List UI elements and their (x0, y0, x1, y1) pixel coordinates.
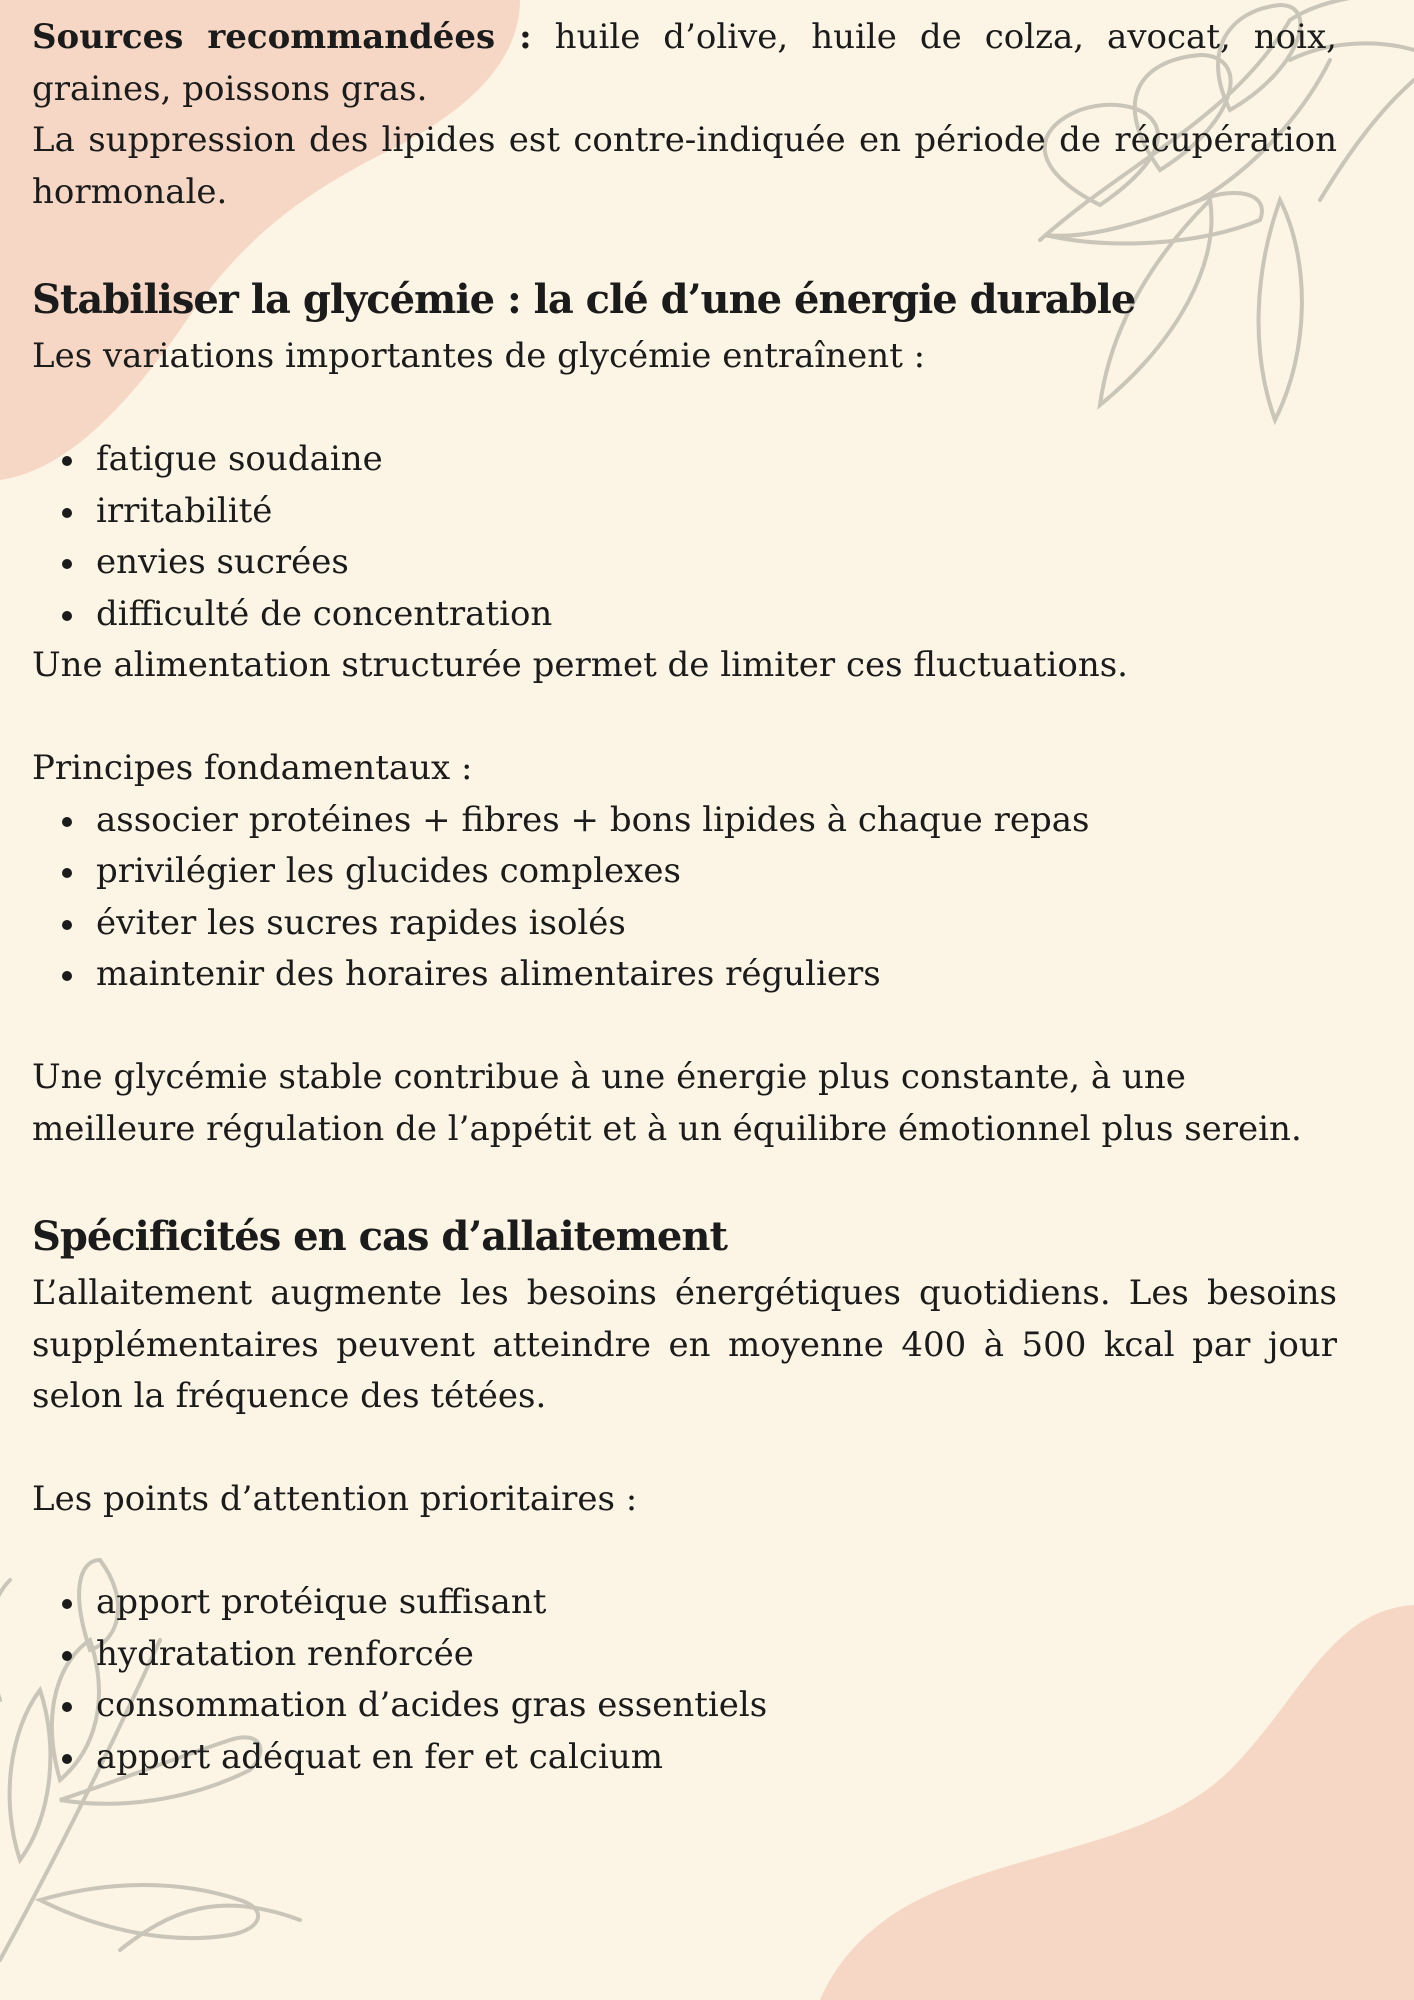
glycemie-structure-note: Une alimentation structurée permet de limiter ces fluctuations. (32, 645, 1128, 685)
document-body (32, 12, 1337, 1783)
list-item: privilégier les glucides complexes (96, 846, 1337, 898)
allaitement-heading: Spécificités en cas d’allaitement (32, 1213, 727, 1260)
glycemie-intro: Les variations importantes de glycémie entraînent : (32, 336, 926, 376)
list-item: envies sucrées (96, 537, 1337, 589)
lipids-sources-label: Sources recommandées : (32, 17, 532, 57)
list-item: irritabilité (96, 486, 1337, 538)
list-item: éviter les sucres rapides isolés (96, 898, 1337, 950)
list-item: consommation d’acides gras essentiels (96, 1680, 1337, 1732)
glycemie-heading: Stabiliser la glycémie : la clé d’une énergie durable (32, 276, 1136, 323)
list-item: maintenir des horaires alimentaires réguliers (96, 949, 1337, 1001)
lipids-sources-paragraph (32, 12, 1337, 115)
list-item: apport protéique suffisant (96, 1577, 1337, 1629)
allaitement-intro: L’allaitement augmente les besoins énergétiques quotidiens. Les besoins supplémentaires peuvent atteindre en moyenne 400 à 500 kcal par jour selon la fréquence des tétées. (32, 1273, 1337, 1416)
points-list (32, 1577, 1337, 1783)
principles-label: Principes fondamentaux : (32, 748, 473, 788)
list-item: associer protéines + fibres + bons lipides à chaque repas (96, 795, 1337, 847)
glycemie-conclusion: Une glycémie stable contribue à une énergie plus constante, à une meilleure régulation de l’appétit et à un équilibre émotionnel plus serein. (32, 1057, 1302, 1149)
lipids-sources-text: huile d’olive, huile de colza, avocat, noix, graines, poissons gras. (32, 17, 1337, 109)
lipids-note: La suppression des lipides est contre-indiquée en période de récupération hormonale. (32, 120, 1337, 212)
glycemie-effects-list (32, 434, 1337, 640)
list-item: apport adéquat en fer et calcium (96, 1732, 1337, 1784)
principles-list (32, 795, 1337, 1001)
points-label: Les points d’attention prioritaires : (32, 1479, 638, 1519)
list-item: fatigue soudaine (96, 434, 1337, 486)
list-item: difficulté de concentration (96, 589, 1337, 641)
list-item: hydratation renforcée (96, 1629, 1337, 1681)
